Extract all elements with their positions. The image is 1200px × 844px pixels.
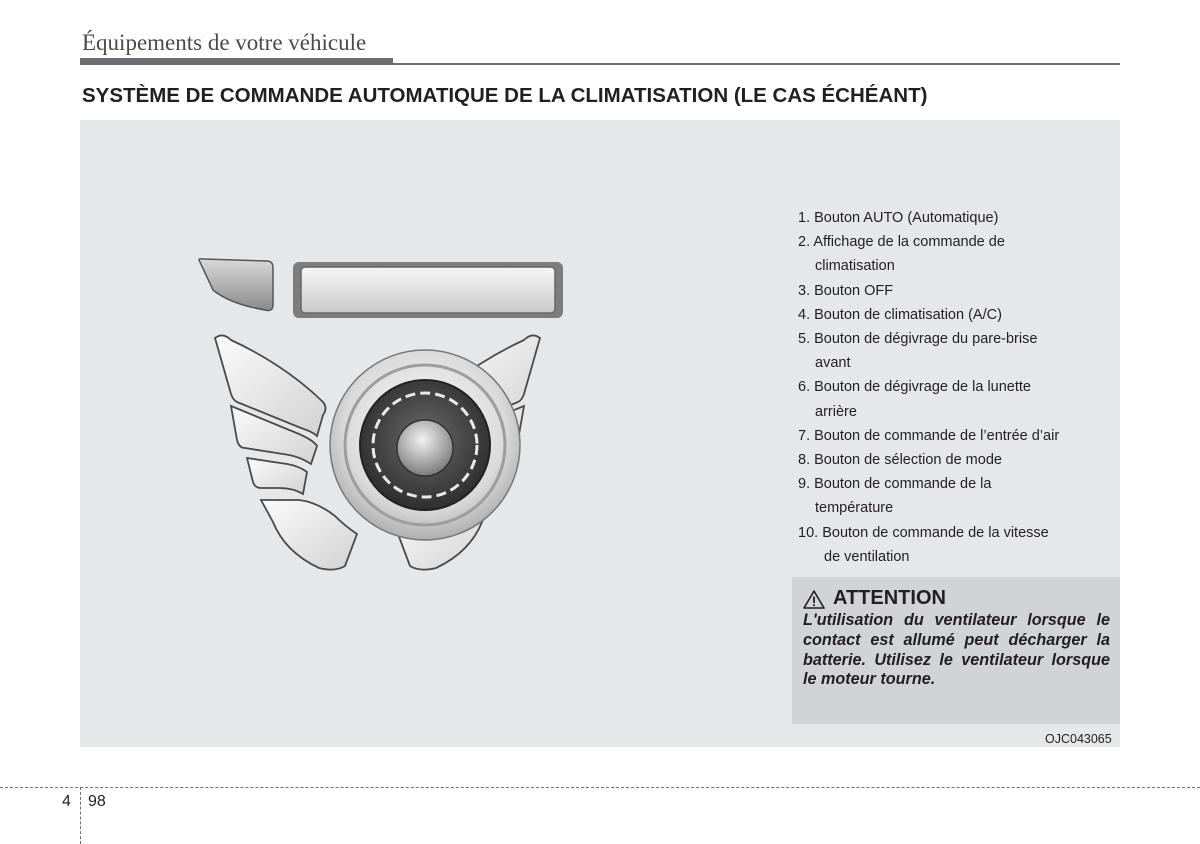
footer-rule — [0, 787, 1200, 788]
climate-control-panel-illustration — [195, 250, 570, 575]
legend-item-text: Bouton AUTO (Automatique) — [814, 210, 999, 226]
legend-item-text: Bouton de climatisation (A/C) — [814, 306, 1002, 323]
attention-header — [803, 587, 1110, 610]
top-right-button — [562, 259, 570, 262]
legend-item-number: 7. — [798, 427, 811, 444]
legend-item-number: 5. — [798, 331, 811, 348]
top-left-button — [199, 259, 273, 311]
legend-item-number: 1. — [798, 210, 811, 226]
legend-item-number: 4. — [798, 306, 811, 323]
header-rule-thick — [80, 58, 393, 65]
attention-box — [792, 577, 1120, 724]
chapter-number: 4 — [62, 793, 71, 810]
running-header: Équipements de votre véhicule — [82, 30, 367, 55]
figure-code: OJC043065 — [1045, 732, 1112, 746]
central-knob — [330, 350, 520, 540]
attention-title: ATTENTION — [833, 587, 946, 609]
legend-list — [798, 206, 1059, 569]
legend-item — [798, 521, 1059, 569]
legend-item-text: Affichage de la commande de — [813, 234, 1005, 251]
legend-item — [798, 424, 1059, 448]
display-area — [293, 262, 563, 318]
legend-item-text: Bouton de commande de la vitesse — [822, 524, 1049, 541]
legend-item-number: 2. — [798, 234, 811, 251]
legend-item — [798, 279, 1059, 303]
legend-item-continuation: climatisation — [815, 258, 895, 275]
legend-item-number: 3. — [798, 282, 811, 299]
legend-item-continuation: arrière — [815, 403, 857, 420]
legend-item-text: Bouton de dégivrage de la lunette — [814, 379, 1031, 396]
legend-item — [798, 448, 1059, 472]
legend-item-continuation: de ventilation — [824, 548, 910, 565]
legend-item-text: Bouton de dégivrage du pare-brise — [814, 331, 1038, 348]
legend-item-continuation: avant — [815, 355, 851, 372]
legend-item-text: Bouton de sélection de mode — [814, 452, 1002, 469]
legend-item-text: Bouton OFF — [814, 282, 894, 299]
legend-item-number: 9. — [798, 476, 811, 493]
legend-item-number: 10. — [798, 524, 819, 541]
legend-item-text: Bouton de commande de la — [814, 476, 992, 493]
attention-text: L'utilisation du ventilateur lorsque le contact est allumé peut décharger la batterie. Utilisez le ventilateur lorsque le moteur tourne. — [803, 611, 1110, 689]
legend-item — [798, 472, 1059, 520]
page-number: 98 — [88, 793, 106, 810]
section-title: SYSTÈME DE COMMANDE AUTOMATIQUE DE LA CLIMATISATION (LE CAS ÉCHÉANT) — [82, 84, 928, 107]
warning-triangle-icon — [803, 589, 825, 609]
legend-item — [798, 375, 1059, 423]
legend-item — [798, 206, 1059, 230]
legend-item — [798, 327, 1059, 375]
header-rule-thin — [393, 63, 1120, 65]
legend-item — [798, 303, 1059, 327]
footer-vertical-rule — [80, 787, 81, 844]
legend-item-continuation: température — [815, 500, 894, 517]
legend-item-text: Bouton de commande de l’entrée d’air — [814, 427, 1060, 444]
legend-item-number: 6. — [798, 379, 811, 396]
legend-item — [798, 230, 1059, 278]
legend-item-number: 8. — [798, 452, 811, 469]
